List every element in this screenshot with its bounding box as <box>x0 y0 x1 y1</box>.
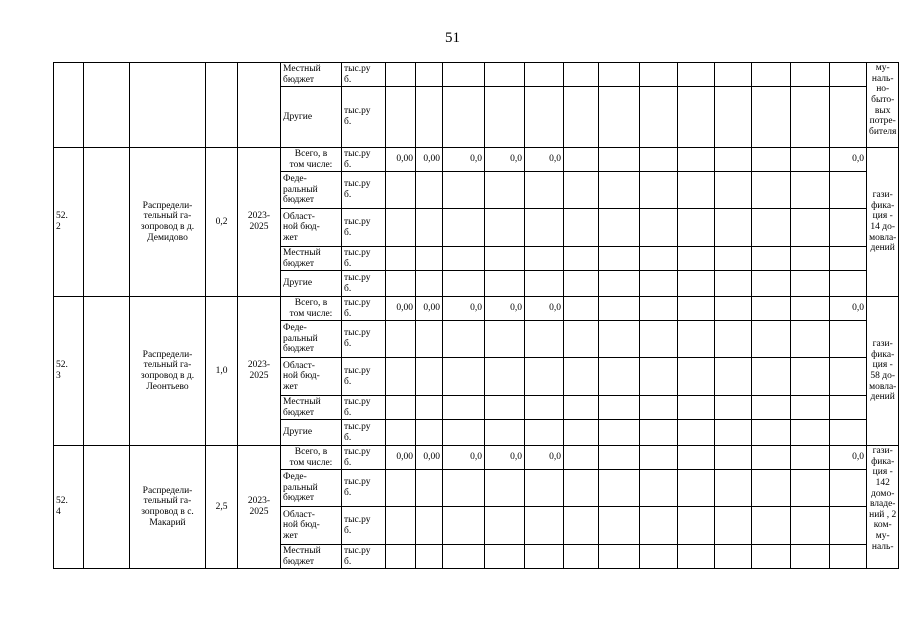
value-cell <box>599 87 640 148</box>
funding-source: Феде- ральный бюджет <box>281 321 342 358</box>
value-cell <box>443 271 485 297</box>
value-cell <box>715 545 752 569</box>
funding-source: Местный бюджет <box>281 545 342 569</box>
funding-source: Феде- ральный бюджет <box>281 470 342 507</box>
value-cell <box>386 396 416 420</box>
unit-cell: тыс.ру б. <box>342 297 386 321</box>
unit-cell: тыс.ру б. <box>342 247 386 271</box>
empty-cell <box>238 63 281 148</box>
empty-cell <box>54 63 84 148</box>
value-cell <box>830 172 867 209</box>
value-cell <box>678 271 715 297</box>
length-km: 0,2 <box>206 148 238 297</box>
value-cell <box>678 358 715 396</box>
value-cell <box>640 271 678 297</box>
value-cell <box>715 420 752 446</box>
value-cell: 0,0 <box>443 148 485 172</box>
value-cell <box>485 87 525 148</box>
value-cell <box>416 396 443 420</box>
value-cell <box>791 87 830 148</box>
value-cell <box>599 247 640 271</box>
value-cell <box>564 446 599 470</box>
value-cell <box>485 247 525 271</box>
funding-source: Другие <box>281 87 342 148</box>
value-cell <box>416 507 443 545</box>
value-cell <box>599 420 640 446</box>
value-cell <box>752 148 791 172</box>
value-cell: 0,0 <box>525 148 564 172</box>
value-cell: 0,0 <box>830 148 867 172</box>
value-cell <box>791 545 830 569</box>
value-cell <box>386 247 416 271</box>
value-cell <box>678 297 715 321</box>
budget-table <box>53 62 899 569</box>
value-cell <box>525 507 564 545</box>
result-cell: му- наль- но- быто- вых потре- бителя <box>867 63 899 148</box>
value-cell <box>715 470 752 507</box>
value-cell <box>416 420 443 446</box>
value-cell <box>599 396 640 420</box>
table-row <box>54 63 899 87</box>
value-cell <box>752 396 791 420</box>
value-cell <box>640 545 678 569</box>
value-cell <box>640 63 678 87</box>
value-cell <box>752 271 791 297</box>
value-cell <box>485 470 525 507</box>
value-cell <box>791 63 830 87</box>
value-cell <box>564 507 599 545</box>
value-cell <box>564 396 599 420</box>
value-cell <box>791 396 830 420</box>
value-cell <box>599 63 640 87</box>
value-cell <box>564 420 599 446</box>
value-cell <box>485 172 525 209</box>
value-cell <box>386 271 416 297</box>
value-cell <box>599 507 640 545</box>
value-cell <box>564 63 599 87</box>
value-cell <box>525 87 564 148</box>
value-cell <box>564 545 599 569</box>
value-cell <box>830 396 867 420</box>
value-cell <box>485 63 525 87</box>
unit-cell: тыс.ру б. <box>342 545 386 569</box>
value-cell <box>752 297 791 321</box>
empty-cell <box>130 63 206 148</box>
value-cell <box>830 271 867 297</box>
value-cell <box>715 172 752 209</box>
empty-cell <box>206 63 238 148</box>
value-cell <box>791 321 830 358</box>
value-cell <box>752 87 791 148</box>
value-cell <box>599 321 640 358</box>
value-cell <box>678 470 715 507</box>
object-name: Распредели- тельный га- зопровод в д. Демидово <box>130 148 206 297</box>
unit-cell: тыс.ру б. <box>342 507 386 545</box>
value-cell <box>830 209 867 247</box>
value-cell <box>443 420 485 446</box>
page-number: 51 <box>445 30 460 46</box>
value-cell <box>416 172 443 209</box>
value-cell <box>678 446 715 470</box>
value-cell <box>485 321 525 358</box>
length-km: 1,0 <box>206 297 238 446</box>
value-cell <box>599 209 640 247</box>
length-km: 2,5 <box>206 446 238 569</box>
value-cell: 0,00 <box>416 297 443 321</box>
value-cell <box>525 271 564 297</box>
value-cell <box>443 545 485 569</box>
value-cell <box>640 209 678 247</box>
value-cell <box>386 209 416 247</box>
value-cell <box>386 87 416 148</box>
value-cell <box>678 87 715 148</box>
value-cell <box>443 209 485 247</box>
value-cell <box>830 321 867 358</box>
value-cell <box>599 148 640 172</box>
value-cell <box>830 358 867 396</box>
value-cell <box>830 63 867 87</box>
value-cell <box>564 247 599 271</box>
value-cell <box>715 297 752 321</box>
funding-source: Местный бюджет <box>281 63 342 87</box>
value-cell <box>791 446 830 470</box>
value-cell <box>830 470 867 507</box>
value-cell: 0,0 <box>443 446 485 470</box>
funding-source: Другие <box>281 420 342 446</box>
value-cell <box>752 358 791 396</box>
value-cell <box>678 321 715 358</box>
value-cell <box>599 172 640 209</box>
value-cell <box>752 420 791 446</box>
value-cell <box>485 209 525 247</box>
unit-cell: тыс.ру б. <box>342 148 386 172</box>
value-cell <box>416 545 443 569</box>
value-cell: 0,00 <box>386 148 416 172</box>
value-cell <box>416 358 443 396</box>
row-number: 52. 2 <box>54 148 84 297</box>
funding-source: Област- ной бюд- жет <box>281 358 342 396</box>
empty-cell <box>84 446 130 569</box>
value-cell <box>525 321 564 358</box>
funding-source: Всего, в том числе: <box>281 446 342 470</box>
value-cell <box>640 470 678 507</box>
value-cell <box>443 87 485 148</box>
value-cell <box>791 297 830 321</box>
value-cell <box>564 172 599 209</box>
value-cell <box>386 470 416 507</box>
value-cell <box>752 172 791 209</box>
value-cell <box>752 470 791 507</box>
value-cell <box>640 358 678 396</box>
value-cell <box>564 87 599 148</box>
value-cell <box>525 545 564 569</box>
funding-source: Всего, в том числе: <box>281 297 342 321</box>
value-cell <box>443 396 485 420</box>
value-cell <box>443 172 485 209</box>
unit-cell: тыс.ру б. <box>342 87 386 148</box>
value-cell: 0,00 <box>416 148 443 172</box>
object-name: Распредели- тельный га- зопровод в д. Леонтьево <box>130 297 206 446</box>
funding-source: Другие <box>281 271 342 297</box>
value-cell <box>678 63 715 87</box>
value-cell <box>525 172 564 209</box>
value-cell: 0,0 <box>485 148 525 172</box>
value-cell <box>599 545 640 569</box>
value-cell <box>564 297 599 321</box>
value-cell <box>599 446 640 470</box>
unit-cell: тыс.ру б. <box>342 63 386 87</box>
value-cell <box>715 87 752 148</box>
value-cell: 0,0 <box>485 446 525 470</box>
value-cell <box>830 420 867 446</box>
value-cell <box>640 321 678 358</box>
value-cell <box>443 321 485 358</box>
value-cell <box>386 172 416 209</box>
value-cell <box>715 63 752 87</box>
value-cell <box>640 297 678 321</box>
value-cell <box>443 63 485 87</box>
value-cell <box>485 545 525 569</box>
value-cell <box>485 396 525 420</box>
value-cell <box>443 358 485 396</box>
value-cell <box>386 321 416 358</box>
value-cell <box>525 63 564 87</box>
value-cell <box>416 321 443 358</box>
funding-source: Всего, в том числе: <box>281 148 342 172</box>
value-cell <box>791 358 830 396</box>
value-cell <box>640 507 678 545</box>
value-cell <box>752 321 791 358</box>
period: 2023- 2025 <box>238 297 281 446</box>
value-cell <box>791 271 830 297</box>
result-cell: гази- фика- ция - 142 домо- владе- ний , 2 ком- му- наль- <box>867 446 899 569</box>
value-cell <box>485 271 525 297</box>
value-cell <box>599 358 640 396</box>
value-cell <box>640 87 678 148</box>
value-cell <box>678 209 715 247</box>
result-cell: гази- фика- ция - 58 до- мовла- дений <box>867 297 899 446</box>
value-cell <box>386 507 416 545</box>
period: 2023- 2025 <box>238 148 281 297</box>
empty-cell <box>84 148 130 297</box>
empty-cell <box>84 63 130 148</box>
value-cell <box>564 271 599 297</box>
value-cell <box>752 545 791 569</box>
value-cell <box>386 63 416 87</box>
value-cell <box>715 271 752 297</box>
funding-source: Феде- ральный бюджет <box>281 172 342 209</box>
value-cell <box>830 247 867 271</box>
value-cell <box>678 396 715 420</box>
value-cell <box>715 148 752 172</box>
value-cell <box>678 545 715 569</box>
table-row <box>54 297 899 321</box>
value-cell <box>715 396 752 420</box>
table-row <box>54 148 899 172</box>
value-cell <box>715 446 752 470</box>
value-cell <box>678 148 715 172</box>
value-cell <box>525 358 564 396</box>
value-cell: 0,00 <box>386 446 416 470</box>
row-number: 52. 4 <box>54 446 84 569</box>
funding-source: Местный бюджет <box>281 396 342 420</box>
value-cell <box>416 87 443 148</box>
row-number: 52. 3 <box>54 297 84 446</box>
value-cell <box>640 148 678 172</box>
value-cell <box>752 446 791 470</box>
value-cell <box>525 470 564 507</box>
value-cell <box>564 148 599 172</box>
value-cell <box>416 247 443 271</box>
unit-cell: тыс.ру б. <box>342 271 386 297</box>
value-cell <box>525 420 564 446</box>
value-cell: 0,0 <box>830 297 867 321</box>
value-cell <box>416 470 443 507</box>
value-cell: 0,0 <box>443 297 485 321</box>
value-cell <box>640 247 678 271</box>
value-cell <box>752 247 791 271</box>
value-cell <box>416 63 443 87</box>
value-cell <box>525 247 564 271</box>
period: 2023- 2025 <box>238 446 281 569</box>
value-cell <box>678 507 715 545</box>
unit-cell: тыс.ру б. <box>342 209 386 247</box>
value-cell <box>485 358 525 396</box>
empty-cell <box>84 297 130 446</box>
unit-cell: тыс.ру б. <box>342 420 386 446</box>
value-cell <box>830 507 867 545</box>
value-cell <box>791 172 830 209</box>
value-cell <box>564 470 599 507</box>
unit-cell: тыс.ру б. <box>342 321 386 358</box>
funding-source: Местный бюджет <box>281 247 342 271</box>
value-cell <box>752 507 791 545</box>
value-cell: 0,0 <box>525 297 564 321</box>
value-cell: 0,0 <box>830 446 867 470</box>
value-cell <box>640 446 678 470</box>
object-name: Распредели- тельный га- зопровод в с. Макарий <box>130 446 206 569</box>
value-cell <box>640 172 678 209</box>
value-cell <box>564 209 599 247</box>
value-cell <box>678 172 715 209</box>
value-cell <box>715 358 752 396</box>
value-cell <box>830 87 867 148</box>
value-cell <box>678 247 715 271</box>
value-cell <box>416 271 443 297</box>
unit-cell: тыс.ру б. <box>342 358 386 396</box>
value-cell <box>416 209 443 247</box>
value-cell <box>752 209 791 247</box>
unit-cell: тыс.ру б. <box>342 172 386 209</box>
value-cell <box>715 209 752 247</box>
value-cell <box>640 420 678 446</box>
value-cell <box>752 63 791 87</box>
value-cell <box>564 321 599 358</box>
value-cell <box>791 209 830 247</box>
unit-cell: тыс.ру б. <box>342 470 386 507</box>
value-cell <box>640 396 678 420</box>
value-cell <box>599 271 640 297</box>
value-cell <box>715 507 752 545</box>
value-cell <box>525 396 564 420</box>
value-cell <box>715 321 752 358</box>
value-cell: 0,00 <box>386 297 416 321</box>
result-cell: гази- фика- ция - 14 до- мовла- дений <box>867 148 899 297</box>
value-cell <box>386 545 416 569</box>
table-row <box>54 446 899 470</box>
value-cell <box>443 507 485 545</box>
value-cell: 0,00 <box>416 446 443 470</box>
value-cell <box>485 420 525 446</box>
value-cell <box>791 470 830 507</box>
value-cell <box>443 470 485 507</box>
value-cell <box>830 545 867 569</box>
funding-source: Област- ной бюд- жет <box>281 209 342 247</box>
funding-source: Област- ной бюд- жет <box>281 507 342 545</box>
value-cell <box>715 247 752 271</box>
value-cell <box>525 209 564 247</box>
value-cell: 0,0 <box>525 446 564 470</box>
value-cell <box>791 507 830 545</box>
value-cell: 0,0 <box>485 297 525 321</box>
unit-cell: тыс.ру б. <box>342 446 386 470</box>
value-cell <box>791 148 830 172</box>
value-cell <box>599 297 640 321</box>
value-cell <box>564 358 599 396</box>
value-cell <box>386 358 416 396</box>
value-cell <box>443 247 485 271</box>
value-cell <box>791 247 830 271</box>
value-cell <box>791 420 830 446</box>
unit-cell: тыс.ру б. <box>342 396 386 420</box>
value-cell <box>678 420 715 446</box>
value-cell <box>485 507 525 545</box>
value-cell <box>386 420 416 446</box>
value-cell <box>599 470 640 507</box>
